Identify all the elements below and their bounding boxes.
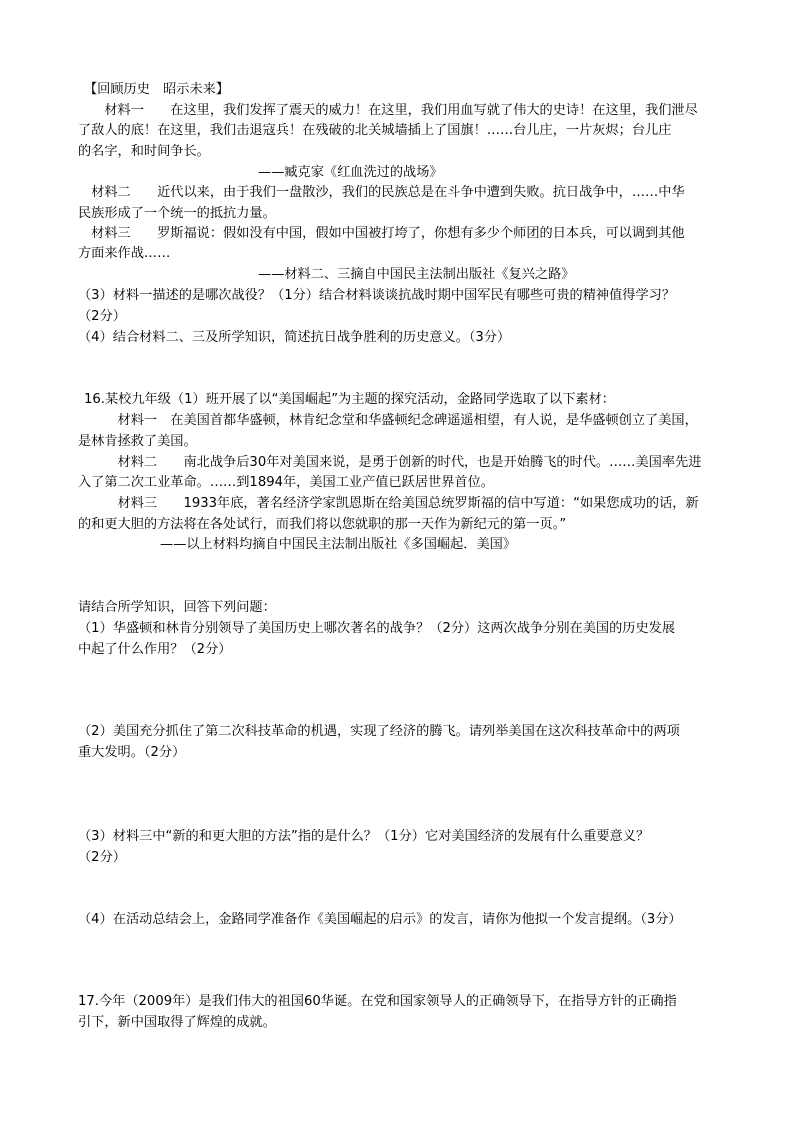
source-citation: ——以上材料均摘自中国民主法制出版社《多国崛起．美国》 bbox=[160, 537, 517, 552]
source-citation: ——材料二、三摘自中国民主法制出版社《复兴之路》 bbox=[258, 267, 575, 282]
question-line: （3）材料一描述的是哪次战役？（1分）结合材料谈谈抗战时期中国军民有哪些可贵的精神值得学习？ bbox=[78, 288, 676, 303]
question-line: （3）材料三中“新的和更大胆的方法”指的是什么？（1分）它对美国经济的发展有什么重要意义？ bbox=[78, 829, 650, 844]
question-line: （4）在活动总结会上，金路同学准备作《美国崛起的启示》的发言，请你为他拟一个发言提纲。（3分） bbox=[78, 912, 682, 927]
prompt-text: 请结合所学知识，回答下列问题： bbox=[78, 600, 276, 615]
material-line: 是林肯拯救了美国。 bbox=[78, 434, 197, 449]
question-line: （1）华盛顿和林肯分别领导了美国历史上哪次著名的战争？（2分）这两次战争分别在美国的历史发展 bbox=[78, 621, 676, 636]
question-line: （2分） bbox=[78, 850, 126, 865]
question-intro: 引下，新中国取得了辉煌的成就。 bbox=[78, 1015, 276, 1030]
question-intro: 16.某校九年级（1）班开展了以“美国崛起”为主题的探究活动，金路同学选取了以下素材： bbox=[84, 392, 615, 407]
section-heading: 【回顾历史 昭示未来】 bbox=[84, 82, 230, 97]
question-intro: 17.今年（2009年）是我们伟大的祖国60华诞。在党和国家领导人的正确领导下，在指导方针的正确指 bbox=[78, 994, 677, 1009]
material-line: 材料二 南北战争后30年对美国来说，是勇于创新的时代，也是开始腾飞的时代。……美国率先进 bbox=[78, 455, 702, 470]
material-line: 的名字，和时间争长。 bbox=[78, 144, 210, 159]
material-line: 材料三 1933年底，著名经济学家凯恩斯在给美国总统罗斯福的信中写道：“如果您成功的话，新 bbox=[78, 496, 699, 511]
question-line: 重大发明。（2分） bbox=[78, 745, 186, 760]
material-line: 了敌人的底！在这里，我们击退寇兵！在残破的北关城墙插上了国旗！……台儿庄，一片灰烬；台儿庄 bbox=[78, 123, 672, 138]
material-line: 方面来作战…… bbox=[78, 246, 171, 261]
source-citation: ——臧克家《红血洗过的战场》 bbox=[258, 165, 443, 180]
material-line: 材料一 在美国首都华盛顿，林肯纪念堂和华盛顿纪念碑遥遥相望，有人说，是华盛顿创立了美国， bbox=[78, 413, 698, 428]
material-line: 民族形成了一个统一的抵抗力量。 bbox=[78, 206, 276, 221]
material-line: 的和更大胆的方法将在各处试行，而我们将以您就职的那一天作为新纪元的第一页。” bbox=[78, 517, 567, 532]
material-line: 材料三 罗斯福说：假如没有中国，假如中国被打垮了，你想有多少个师团的日本兵，可以调到其他 bbox=[78, 226, 685, 241]
question-line: 中起了什么作用？（2分） bbox=[78, 642, 232, 657]
material-line: 入了第二次工业革命。……到1894年，美国工业产值已跃居世界首位。 bbox=[78, 475, 494, 490]
question-line: （4）结合材料二、三及所学知识，简述抗日战争胜利的历史意义。（3分） bbox=[78, 330, 511, 345]
material-line: 材料一 在这里，我们发挥了震天的威力！在这里，我们用血写就了伟大的史诗！在这里，我们泄尽 bbox=[78, 103, 698, 118]
question-line: （2）美国充分抓住了第二次科技革命的机遇，实现了经济的腾飞。请列举美国在这次科技革命中的两项 bbox=[78, 724, 680, 739]
material-line: 材料二 近代以来，由于我们一盘散沙，我们的民族总是在斗争中遭到失败。抗日战争中，……中华 bbox=[78, 185, 685, 200]
question-line: （2分） bbox=[78, 309, 126, 324]
